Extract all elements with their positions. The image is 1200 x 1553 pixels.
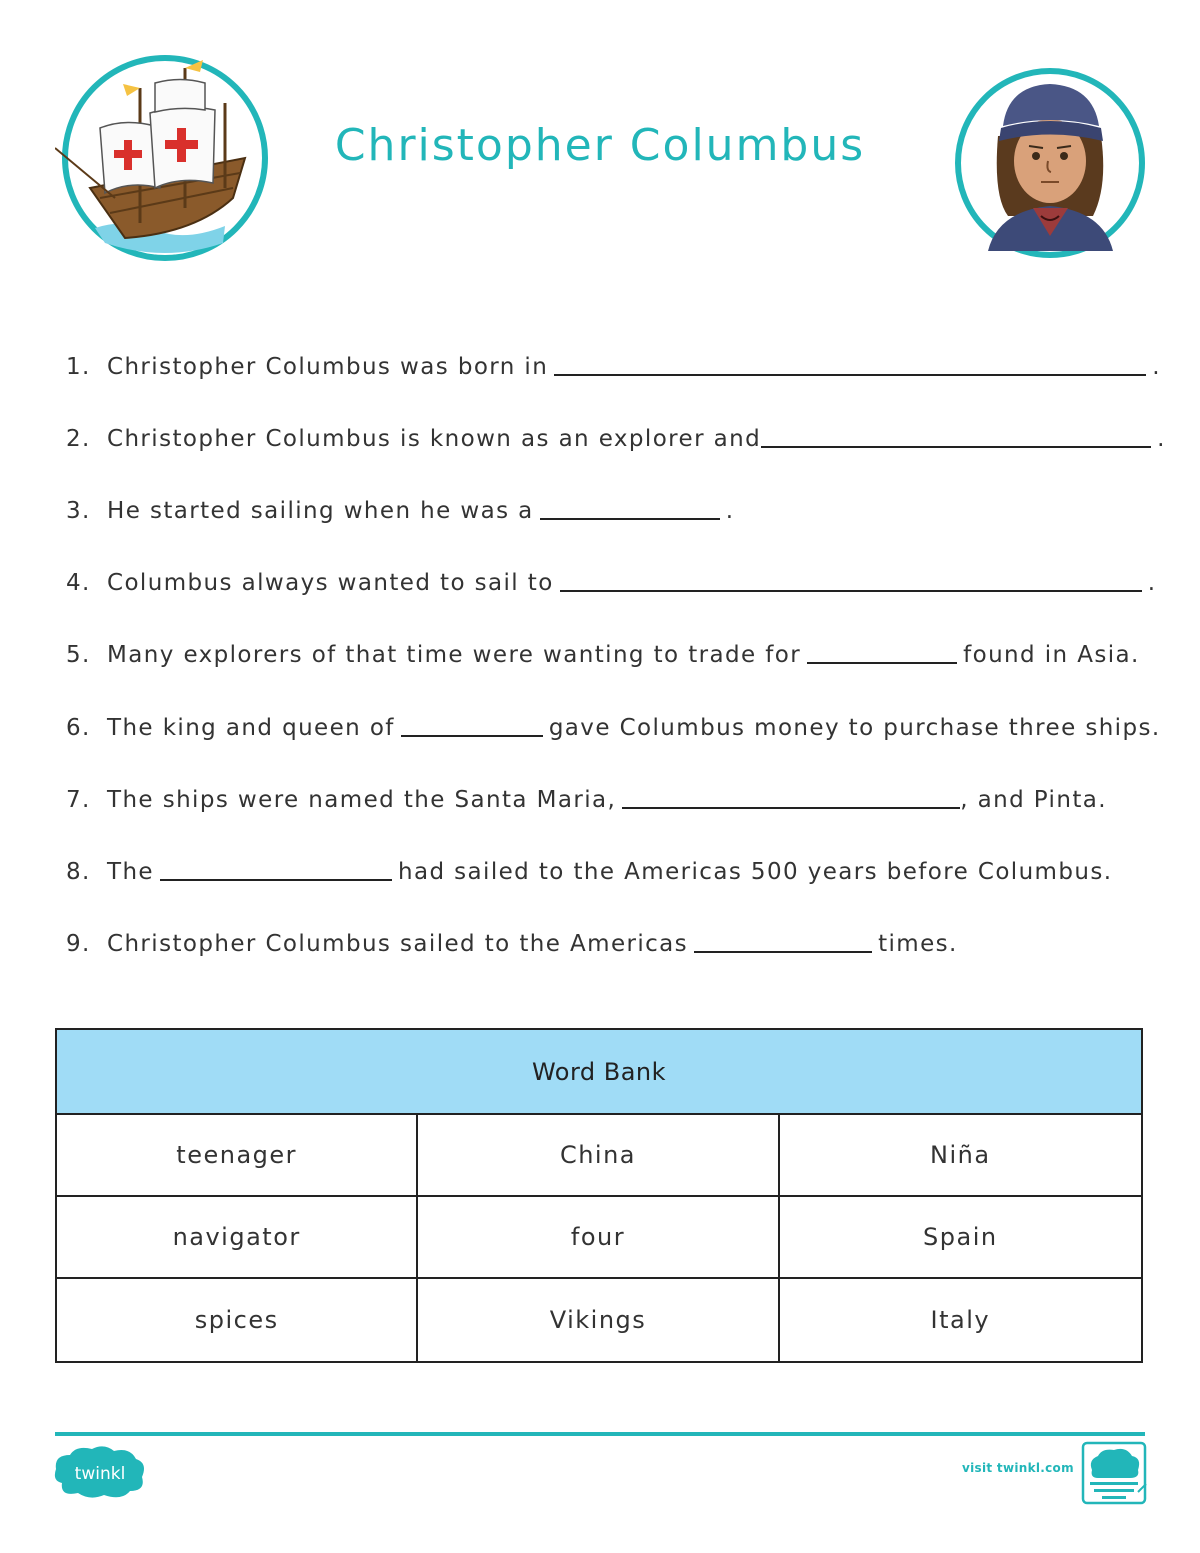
question-tail: times. — [878, 931, 958, 957]
columbus-portrait — [953, 66, 1147, 260]
quality-approved-badge — [1080, 1440, 1150, 1506]
word-bank-cell: spices — [57, 1279, 418, 1361]
answer-blank[interactable] — [761, 444, 1151, 448]
word-bank-grid — [57, 1115, 1141, 1361]
question-text: He started sailing when he was a — [107, 498, 534, 524]
question-text: The ships were named the Santa Maria, — [107, 787, 617, 813]
question-text: Columbus always wanted to sail to — [107, 570, 554, 596]
question-tail: . — [1147, 570, 1157, 596]
question-1 — [66, 340, 1161, 380]
question-number: 4. — [66, 570, 91, 596]
question-tail: . — [1152, 354, 1161, 380]
answer-blank[interactable] — [807, 660, 957, 664]
answer-blank[interactable] — [560, 588, 1142, 592]
question-text: The king and queen of — [107, 715, 395, 741]
question-tail: found in Asia. — [963, 642, 1140, 668]
question-number: 9. — [66, 931, 91, 957]
answer-blank[interactable] — [694, 949, 872, 953]
question-9 — [66, 917, 958, 957]
word-bank-header: Word Bank — [57, 1030, 1141, 1115]
answer-blank[interactable] — [622, 805, 960, 809]
word-bank-cell: Italy — [930, 1306, 991, 1334]
answer-blank[interactable] — [401, 733, 543, 737]
question-number: 8. — [66, 859, 91, 885]
word-bank-cell: navigator — [57, 1197, 418, 1279]
ship-illustration — [55, 48, 269, 262]
visit-link[interactable]: visit twinkl.com — [962, 1461, 1074, 1475]
word-bank-table — [55, 1028, 1143, 1363]
answer-blank[interactable] — [540, 516, 720, 520]
question-tail: , and Pinta. — [960, 787, 1107, 813]
question-number: 2. — [66, 426, 91, 452]
word-bank-cell: teenager — [57, 1115, 418, 1197]
word-bank-cell: China — [418, 1115, 779, 1197]
word-bank-cell: Niña — [780, 1115, 1141, 1197]
word-bank-cell: four — [418, 1197, 779, 1279]
question-tail: . — [1157, 426, 1166, 452]
question-5 — [66, 628, 1140, 668]
page-title: Christopher Columbus — [334, 120, 866, 171]
question-8 — [66, 845, 1112, 885]
word-bank-cell: Spain — [780, 1197, 1141, 1279]
question-4 — [66, 556, 1156, 596]
question-tail: . — [725, 498, 735, 524]
question-text: Christopher Columbus was born in — [107, 354, 549, 380]
question-number: 5. — [66, 642, 91, 668]
question-number: 1. — [66, 354, 91, 380]
question-text: Christopher Columbus sailed to the Americas — [107, 931, 689, 957]
question-number: 6. — [66, 715, 91, 741]
question-tail: gave Columbus money to purchase three ships. — [548, 715, 1161, 741]
question-2 — [66, 412, 1166, 452]
twinkl-logo — [52, 1443, 148, 1501]
footer-divider — [55, 1432, 1145, 1436]
question-number: 3. — [66, 498, 91, 524]
question-3 — [66, 484, 734, 524]
logo-text: twinkl — [74, 1464, 126, 1484]
answer-blank[interactable] — [554, 372, 1146, 376]
question-6 — [66, 701, 1161, 741]
question-text: Many explorers of that time were wanting to trade for — [107, 642, 802, 668]
question-text: Christopher Columbus is known as an explorer and — [107, 426, 762, 452]
question-text: The — [107, 859, 154, 885]
answer-blank[interactable] — [160, 877, 392, 881]
question-number: 7. — [66, 787, 91, 813]
word-bank-cell: Vikings — [418, 1279, 779, 1361]
question-tail: had sailed to the Americas 500 years before Columbus. — [397, 859, 1113, 885]
question-7 — [66, 773, 1107, 813]
